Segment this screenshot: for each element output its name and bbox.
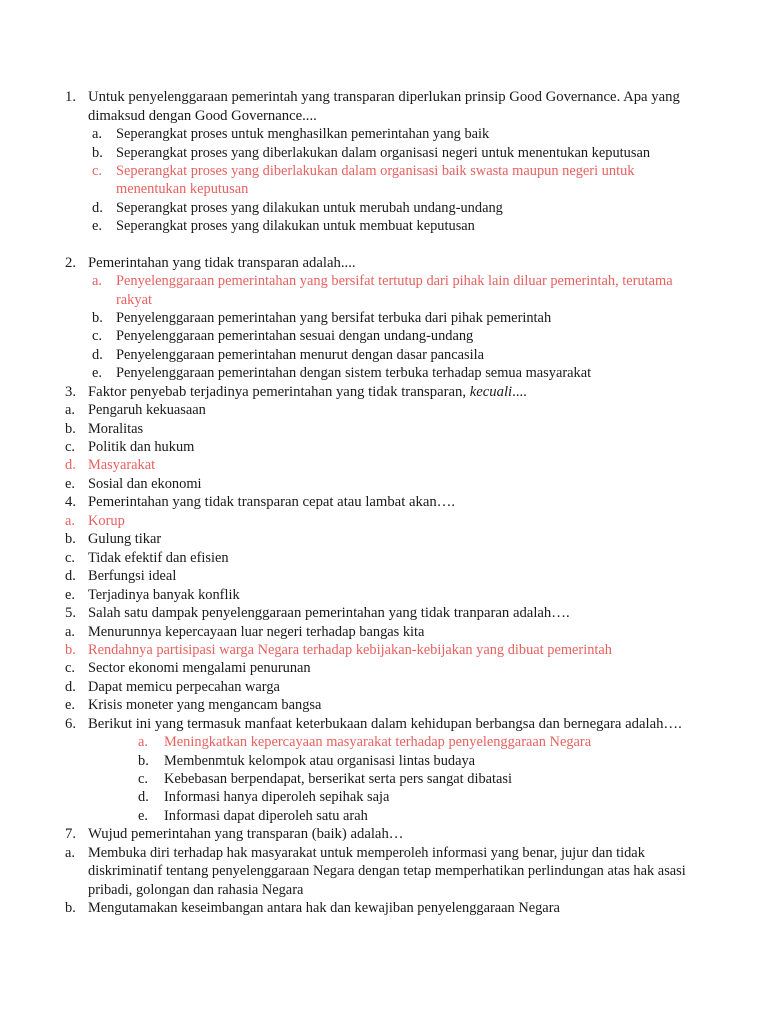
option-letter: b. (92, 144, 103, 161)
option-row[interactable] (62, 438, 700, 456)
option-text: Seperangkat proses untuk menghasilkan pemerintahan yang baik (116, 126, 490, 143)
option-letter: d. (92, 199, 103, 216)
question-row (62, 604, 700, 623)
option-text: Gulung tikar (88, 531, 162, 548)
option-row-highlighted[interactable] (62, 512, 700, 530)
option-row[interactable] (92, 125, 700, 143)
question-row (62, 88, 700, 125)
option-row[interactable] (92, 217, 700, 235)
option-letter: e. (65, 586, 75, 603)
option-row-highlighted[interactable] (92, 272, 700, 309)
question-number: 1. (65, 89, 77, 105)
option-row[interactable] (62, 696, 700, 714)
option-row[interactable] (62, 475, 700, 493)
question-number: 5. (65, 604, 77, 621)
question-block-5 (62, 604, 700, 715)
option-row[interactable] (62, 401, 700, 419)
question-text: Wujud pemerintahan yang transparan (baik) adalah… (88, 826, 404, 843)
option-text: Politik dan hukum (88, 439, 195, 456)
question-text: Salah satu dampak penyelenggaraan pemerintahan yang tidak tranparan adalah…. (88, 604, 570, 621)
option-letter: e. (92, 218, 102, 235)
question-row (62, 383, 700, 402)
option-text: Penyelenggaraan pemerintahan dengan sistem terbuka terhadap semua masyarakat (116, 365, 592, 382)
option-letter: d. (65, 457, 76, 474)
option-row[interactable] (92, 346, 700, 364)
option-row[interactable] (138, 807, 700, 825)
option-text: Masyarakat (88, 457, 156, 474)
question-number: 4. (65, 494, 77, 511)
option-row[interactable] (138, 752, 700, 770)
option-text: Penyelenggaraan pemerintahan yang bersifat terbuka dari pihak pemerintah (116, 310, 552, 327)
option-text: Pengaruh kekuasaan (88, 402, 206, 419)
option-letter: c. (92, 163, 102, 179)
option-text: Informasi dapat diperoleh satu arah (164, 807, 368, 824)
question-number: 7. (65, 826, 77, 843)
option-letter: b. (138, 752, 149, 769)
option-text: Seperangkat proses yang dilakukan untuk merubah undang-undang (116, 199, 503, 216)
question-number: 6. (65, 715, 77, 732)
question-row (62, 254, 700, 273)
option-row[interactable] (62, 567, 700, 585)
option-letter: b. (65, 641, 76, 658)
option-letter: a. (65, 844, 75, 861)
question-text: Berikut ini yang termasuk manfaat keterbukaan dalam kehidupan berbangsa dan bernegara adalah…. (88, 715, 682, 732)
option-row[interactable] (62, 844, 700, 899)
option-text: Seperangkat proses yang dilakukan untuk membuat keputusan (116, 218, 475, 235)
spacer (62, 236, 700, 254)
option-row[interactable] (92, 309, 700, 327)
option-letter: c. (65, 439, 75, 456)
option-letter: c. (65, 660, 75, 677)
question-text-part-2: .... (512, 383, 527, 400)
option-row[interactable] (62, 586, 700, 604)
option-row[interactable] (62, 659, 700, 677)
question-text: Pemerintahan yang tidak transparan adalah.... (88, 254, 356, 271)
option-letter: d. (65, 568, 76, 585)
question-number: 2. (65, 254, 77, 271)
option-text: Membuka diri terhadap hak masyarakat untuk memperoleh informasi yang benar, jujur dan tidak diskriminatif tentang penyelenggaraan Negara dengan tetap memperhatikan perlindungan atas hak asasi pribadi, golongan dan rahasia Negara (88, 844, 686, 898)
question-block-2 (62, 254, 700, 383)
option-list (62, 623, 700, 715)
option-letter: d. (138, 789, 149, 806)
question-text: Pemerintahan yang tidak transparan cepat atau lambat akan…. (88, 494, 456, 511)
option-row[interactable] (62, 623, 700, 641)
question-row (62, 825, 700, 844)
option-text: Seperangkat proses yang diberlakukan dalam organisasi baik swasta maupun negeri untuk menentukan keputusan (116, 163, 635, 198)
option-text: Meningkatkan kepercayaan masyarakat terhadap penyelenggaraan Negara (164, 734, 592, 751)
option-letter: b. (65, 899, 76, 916)
question-number: 3. (65, 383, 77, 400)
option-text: Berfungsi ideal (88, 568, 177, 585)
option-letter: d. (92, 346, 103, 363)
option-text: Korup (88, 512, 125, 529)
option-letter: c. (65, 549, 75, 566)
option-text: Sosial dan ekonomi (88, 475, 202, 492)
option-text: Penyelenggaraan pemerintahan sesuai dengan undang-undang (116, 328, 474, 345)
option-row[interactable] (138, 770, 700, 788)
option-text: Rendahnya partisipasi warga Negara terhadap kebijakan-kebijakan yang dibuat pemerintah (88, 641, 612, 658)
option-text: Mengutamakan keseimbangan antara hak dan kewajiban penyelenggaraan Negara (88, 899, 560, 916)
option-row[interactable] (62, 420, 700, 438)
option-row-highlighted[interactable] (62, 641, 700, 659)
option-letter: e. (65, 697, 75, 714)
option-row-highlighted[interactable] (62, 456, 700, 474)
option-letter: c. (138, 770, 148, 787)
option-text: Dapat memicu perpecahan warga (88, 678, 280, 695)
option-letter: e. (138, 807, 148, 824)
question-block-3 (62, 383, 700, 494)
option-letter: a. (65, 402, 75, 419)
option-text: Menurunnya kepercayaan luar negeri terhadap bangas kita (88, 623, 425, 640)
option-list (138, 733, 700, 825)
option-text: Informasi hanya diperoleh sepihak saja (164, 789, 390, 806)
option-row[interactable] (62, 549, 700, 567)
option-list (92, 125, 700, 235)
question-italic-word: kecuali (469, 383, 513, 400)
option-letter: a. (92, 273, 102, 290)
option-text: Penyelenggaraan pemerintahan menurut dengan dasar pancasila (116, 346, 485, 363)
option-letter: b. (65, 531, 76, 548)
option-list (62, 844, 700, 918)
option-row[interactable] (92, 199, 700, 217)
question-block-7 (62, 825, 700, 917)
question-block-1 (62, 88, 700, 236)
option-row-highlighted[interactable] (138, 733, 700, 751)
option-list (62, 401, 700, 493)
option-letter: b. (92, 310, 103, 327)
option-text: Membenmtuk kelompok atau organisasi lintas budaya (164, 752, 476, 769)
option-letter: c. (92, 328, 102, 345)
option-list (62, 512, 700, 604)
option-letter: d. (65, 678, 76, 695)
option-text: Kebebasan berpendapat, berserikat serta pers sangat dibatasi (164, 770, 513, 787)
question-text (88, 383, 700, 402)
option-row[interactable] (62, 530, 700, 548)
option-text: Krisis moneter yang mengancam bangsa (88, 697, 322, 714)
option-list (92, 272, 700, 382)
option-letter: a. (138, 734, 148, 751)
option-text: Seperangkat proses yang diberlakukan dalam organisasi negeri untuk menentukan keputusan (116, 144, 651, 161)
option-text: Penyelenggaraan pemerintahan yang bersifat tertutup dari pihak lain diluar pemerintah, terutama rakyat (116, 273, 673, 308)
option-row[interactable] (92, 144, 700, 162)
option-letter: e. (92, 365, 102, 382)
question-row (62, 493, 700, 512)
question-block-6 (62, 715, 700, 826)
option-text: Sector ekonomi mengalami penurunan (88, 660, 311, 677)
option-row-highlighted[interactable] (92, 162, 700, 199)
option-row[interactable] (92, 364, 700, 382)
question-text-part-1: Faktor penyebab terjadinya pemerintahan yang tidak transparan, (88, 383, 470, 400)
question-row (62, 715, 700, 734)
option-letter: b. (65, 420, 76, 437)
option-row[interactable] (138, 788, 700, 806)
option-text: Tidak efektif dan efisien (88, 549, 229, 566)
option-row[interactable] (62, 678, 700, 696)
option-text: Terjadinya banyak konflik (88, 586, 240, 603)
option-letter: a. (92, 126, 102, 143)
option-text: Moralitas (88, 420, 144, 437)
option-letter: a. (65, 512, 75, 529)
option-letter: e. (65, 475, 75, 492)
question-text: Untuk penyelenggaraan pemerintah yang transparan diperlukan prinsip Good Governance. Apa yang dimaksud dengan Good Governance.... (88, 89, 680, 124)
option-row[interactable] (62, 899, 700, 917)
option-letter: a. (65, 623, 75, 640)
option-row[interactable] (92, 327, 700, 345)
question-block-4 (62, 493, 700, 604)
